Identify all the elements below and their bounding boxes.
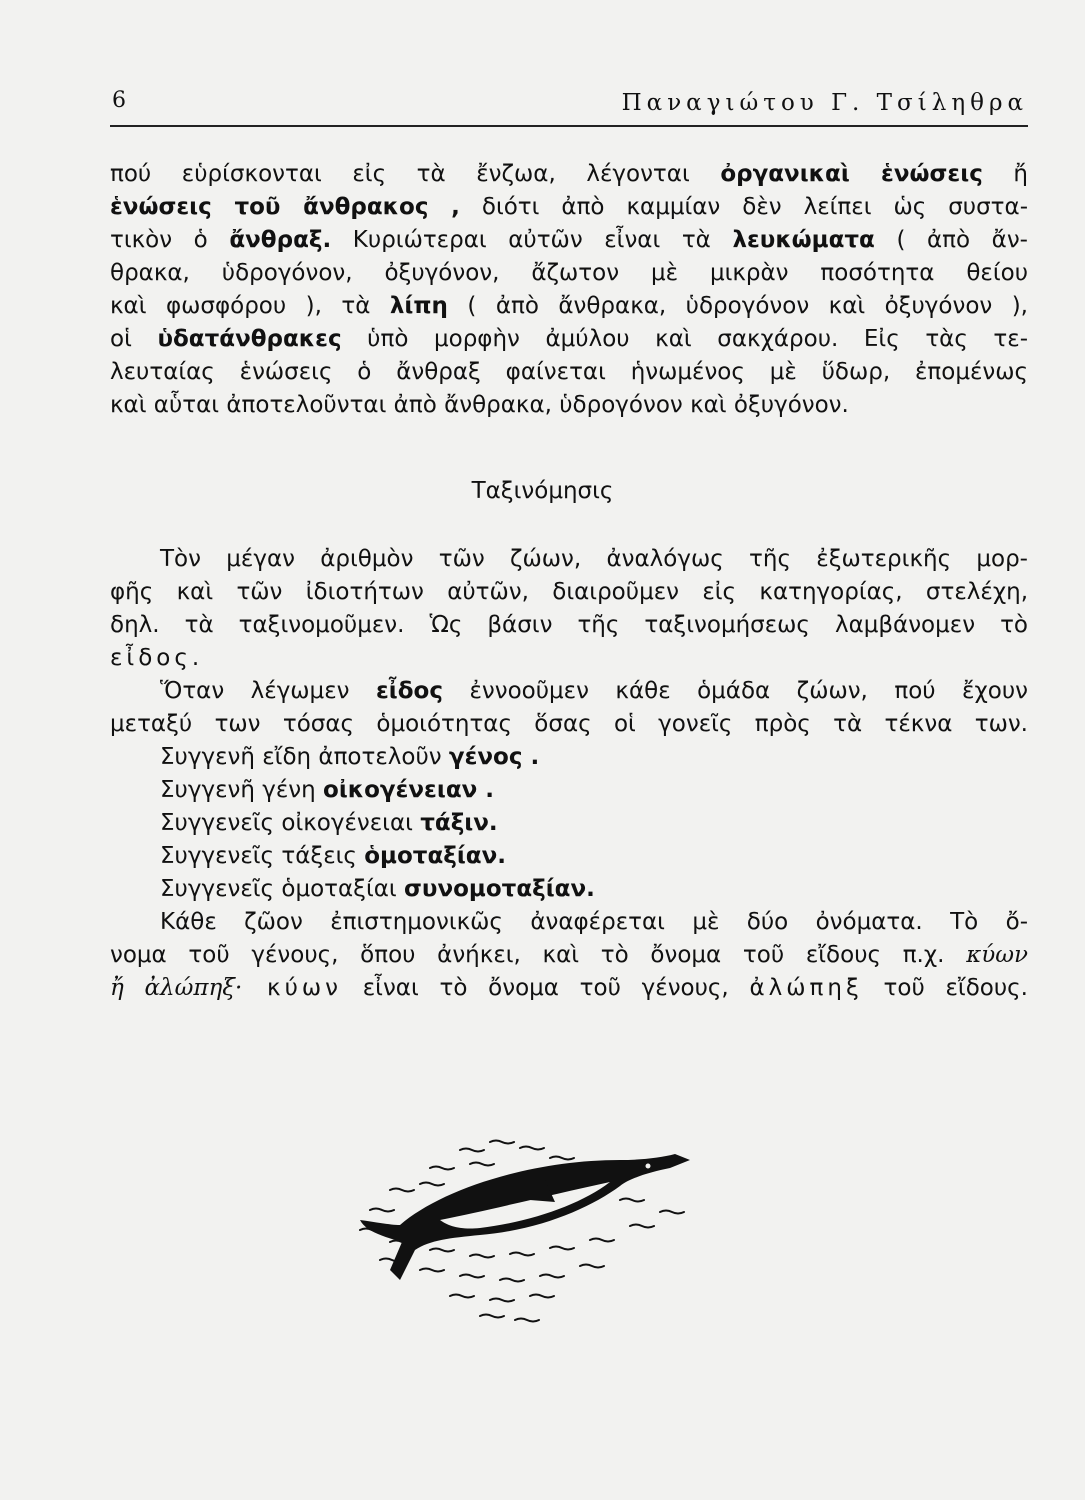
text-line: μεταξύ των τόσας ὁμοιότητας ὅσας οἱ γονεῖς πρὸς τὰ τέκνα των.: [110, 711, 1028, 737]
text-line: [110, 323, 1028, 356]
text-span: διότι ἀπὸ καμμίαν δὲν λείπει ὡς συστα-: [459, 194, 1028, 220]
text-span: Συγγενῆ εἴδη ἀποτελοῦν: [160, 744, 449, 770]
text-span: Ὅταν λέγωμεν: [160, 678, 376, 704]
text-span: πού εὑρίσκονται εἰς τὰ ἔνζωα, λέγονται: [110, 161, 721, 187]
text-line: [110, 972, 1028, 1005]
bold-term: λευκώματα: [732, 227, 875, 253]
text-line: λευταίας ἑνώσεις ὁ ἄνθραξ φαίνεται ἡνωμένος μὲ ὕδωρ, ἐπομένως: [110, 359, 1028, 385]
page-header: [110, 88, 1028, 124]
bold-term: συνομοταξίαν.: [404, 876, 595, 902]
section-title: Ταξινόμησις: [471, 478, 614, 504]
bold-term: οἰκογένειαν .: [323, 777, 495, 803]
header-rule: [110, 125, 1028, 127]
text-span: εἶναι τὸ ὄνομα τοῦ γένους,: [341, 975, 750, 1001]
list-item: [110, 741, 1028, 774]
italic-term: κύων: [966, 942, 1028, 968]
page-number: 6: [112, 88, 126, 113]
spaced-term: κύων: [242, 975, 342, 1001]
text-span: Κυριώτεραι αὐτῶν εἶναι τὰ: [331, 227, 733, 253]
text-span: ἤ: [982, 161, 1029, 187]
text-line: [110, 224, 1028, 257]
text-line: Τὸν μέγαν ἀριθμὸν τῶν ζώων, ἀναλόγως τῆς ἐξωτερικῆς μορ-: [160, 546, 1028, 572]
text-span: ὑπὸ μορφὴν ἀμύλου καὶ σακχάρου. Εἰς τὰς τε-: [341, 326, 1028, 352]
text-line: καὶ αὗται ἀποτελοῦνται ἀπὸ ἄνθρακα, ὑδρογόνον καὶ ὀξυγόνον.: [110, 392, 849, 418]
text-span: καὶ φωσφόρου ), τὰ: [110, 293, 390, 319]
text-line: [110, 939, 1028, 972]
bold-term: εἶδος: [375, 678, 443, 704]
text-line: [110, 290, 1028, 323]
bold-term: ἄνθραξ.: [229, 227, 332, 253]
text-span: Συγγενεῖς οἰκογένειαι: [160, 810, 421, 836]
text-span: οἱ: [110, 326, 158, 352]
taxonomy-list: [110, 741, 1028, 906]
list-item: [110, 840, 1028, 873]
dolphin-illustration: [330, 1130, 730, 1330]
dolphin-eye: [646, 1164, 651, 1169]
text-line: φῆς καὶ τῶν ἰδιοτήτων αὐτῶν, διαιροῦμεν εἰς κατηγορίας, στελέχη,: [110, 579, 1028, 605]
italic-term: ἤ ἀλώπηξ·: [110, 975, 243, 1001]
paragraph-organic-compounds: [110, 158, 1028, 422]
list-item: [110, 873, 1028, 906]
text-line: [110, 158, 1028, 191]
bold-term: λίπη: [389, 293, 448, 319]
text-line: [110, 675, 1028, 708]
text-span: ἐννοοῦμεν κάθε ὁμάδα ζώων, πού ἔχουν: [442, 678, 1028, 704]
bold-term: τάξιν.: [420, 810, 498, 836]
text-span: ( ἀπὸ ἄνθρακα, ὑδρογόνον καὶ ὀξυγόνον ),: [447, 293, 1028, 319]
text-span: τικὸν ὁ: [110, 227, 230, 253]
list-item: [110, 774, 1028, 807]
text-line: Κάθε ζῶον ἐπιστημονικῶς ἀναφέρεται μὲ δύο ὀνόματα. Τὸ ὄ-: [160, 909, 1028, 935]
bold-term: ἑνώσεις τοῦ ἄνθρακος ,: [110, 194, 460, 220]
text-span: τοῦ εἴδους.: [862, 975, 1028, 1001]
paragraph-classification: [110, 543, 1028, 1005]
bold-term: γένος .: [448, 744, 540, 770]
text-span: ( ἀπὸ ἄν-: [874, 227, 1028, 253]
text-span: Συγγενεῖς ὁμοταξίαι: [160, 876, 405, 902]
bold-term: ὁμοταξίαν.: [364, 843, 506, 869]
text-line: εἶδος.: [110, 645, 204, 671]
text-span: Συγγενεῖς τάξεις: [160, 843, 365, 869]
bold-term: ὑδατάνθρακες: [157, 326, 342, 352]
text-span: Συγγενῆ γένη: [160, 777, 324, 803]
text-line: δηλ. τὰ ταξινομοῦμεν. Ὡς βάσιν τῆς ταξινομήσεως λαμβάνομεν τὸ: [110, 612, 1028, 638]
running-head: Παναγιώτου Γ. Τσίληθρα: [621, 90, 1028, 116]
text-line: [110, 191, 1028, 224]
text-line: θρακα, ὑδρογόνον, ὀξυγόνον, ἄζωτον μὲ μικρὰν ποσότητα θείου: [110, 260, 1028, 286]
text-span: νομα τοῦ γένους, ὅπου ἀνήκει, καὶ τὸ ὄνομα τοῦ εἴδους π.χ.: [110, 942, 967, 968]
spaced-term: ἀλώπηξ: [749, 975, 863, 1001]
bold-term: ὀργανικαὶ ἑνώσεις: [720, 161, 983, 187]
list-item: [110, 807, 1028, 840]
